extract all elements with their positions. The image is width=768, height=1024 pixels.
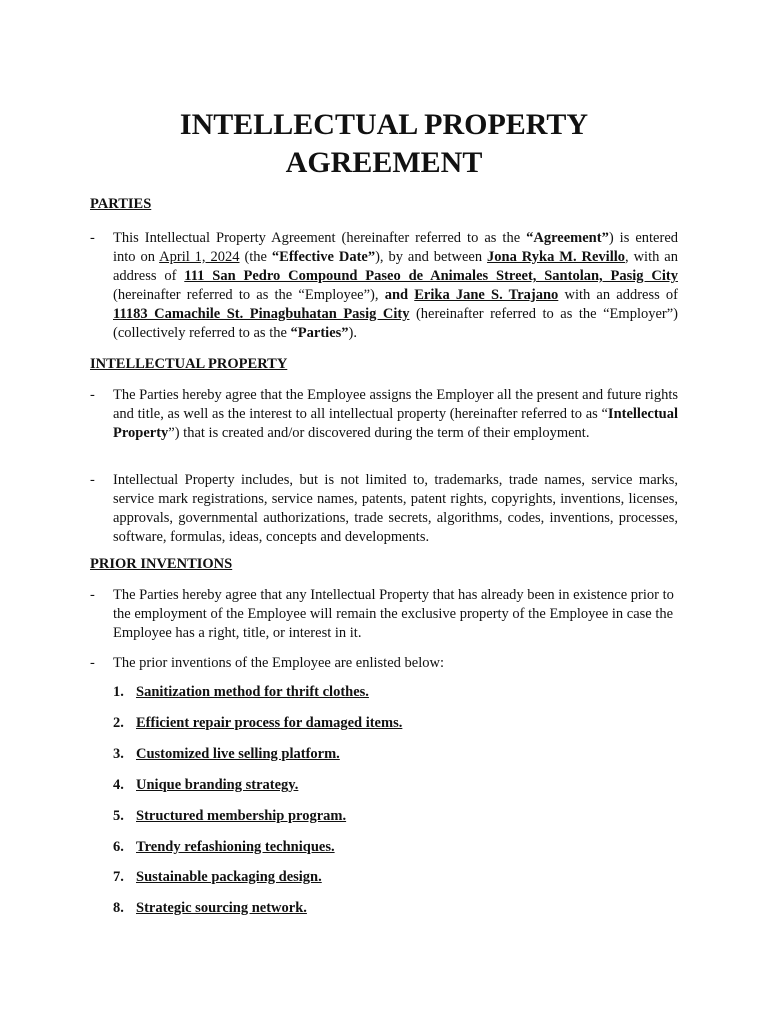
bullet-dash: -: [90, 655, 95, 671]
invention-item: 7. Sustainable packaging design.: [113, 869, 322, 885]
effective-date-term: “Effective Date”: [271, 249, 376, 265]
bullet-dash: -: [90, 472, 95, 488]
parties-text: This Intellectual Property Agreement (hereinafter referred to as the “Agreement”) is entered into on April 1, 2024 (the “Effective Date”), by and between Jona Ryka M. Revillo, with an address of 111 San Pedro Compound Paseo de Animales Street, Santolan, Pasig City (hereinafter referred to as the “Employee”), and Erika Jane S. Trajano with an address of 11183 Camachile St. Pinagbuhatan Pasig City (hereinafter referred to as the “Employer”) (collectively referred to as the “Parties”).: [113, 230, 679, 341]
prior-paragraph-1: [90, 586, 678, 643]
agreement-date: April 1, 2024: [159, 249, 240, 265]
employee-name: Jona Ryka M. Revillo: [487, 249, 626, 265]
intellectual-property-term: Intellectual Property: [113, 406, 678, 441]
ip-text-1: The Parties hereby agree that the Employee assigns the Employer all the present and future rights and title, as well as the interest to all intellectual property (hereinafter referred to as “Intellectual Property”) that is created and/or discovered during the term of their employment.: [113, 387, 678, 441]
prior-paragraph-2: [90, 654, 678, 673]
document-title: [0, 106, 768, 182]
invention-item: 5. Structured membership program.: [113, 808, 347, 824]
invention-item: 2. Efficient repair process for damaged items.: [113, 715, 403, 731]
ip-paragraph-2: [90, 471, 678, 547]
employer-name: Erika Jane S. Trajano: [414, 287, 559, 303]
section-heading-parties: PARTIES: [90, 196, 152, 212]
employee-address: 111 San Pedro Compound Paseo de Animales Street, Santolan, Pasig City: [184, 268, 678, 284]
invention-item: 1. Sanitization method for thrift clothes.: [113, 684, 369, 700]
title-line-1: INTELLECTUAL PROPERTY: [179, 108, 589, 141]
prior-text-2: The prior inventions of the Employee are enlisted below:: [113, 655, 444, 671]
bullet-dash: -: [90, 230, 95, 246]
prior-text-1: The Parties hereby agree that any Intellectual Property that has already been in existence prior to the employment of the Employee will remain the exclusive property of the Employee in case the Employee has a right, title, or interest in it.: [113, 587, 674, 641]
bullet-dash: -: [90, 387, 95, 403]
employer-address: 11183 Camachile St. Pinagbuhatan Pasig City: [113, 306, 410, 322]
invention-item: 6. Trendy refashioning techniques.: [113, 839, 335, 855]
parties-term: “Parties”: [290, 325, 349, 341]
invention-item: 4. Unique branding strategy.: [113, 777, 299, 793]
ip-text-2: Intellectual Property includes, but is not limited to, trademarks, trade names, service marks, service mark registrations, service names, patents, patent rights, copyrights, inventions, licenses, approvals, governmental authorizations, trade secrets, algorithms, codes, inventions, processes, software, formulas, ideas, concepts and developments.: [113, 472, 678, 545]
section-heading-intellectual-property: INTELLECTUAL PROPERTY: [90, 356, 288, 372]
agreement-term: “Agreement”: [526, 230, 609, 246]
invention-item: 3. Customized live selling platform.: [113, 746, 340, 762]
parties-paragraph: [90, 229, 678, 343]
invention-item: 8. Strategic sourcing network.: [113, 900, 307, 916]
bullet-dash: -: [90, 587, 95, 603]
title-line-2: AGREEMENT: [285, 146, 483, 179]
section-heading-prior-inventions: PRIOR INVENTIONS: [90, 556, 233, 572]
ip-paragraph-1: [90, 386, 678, 443]
